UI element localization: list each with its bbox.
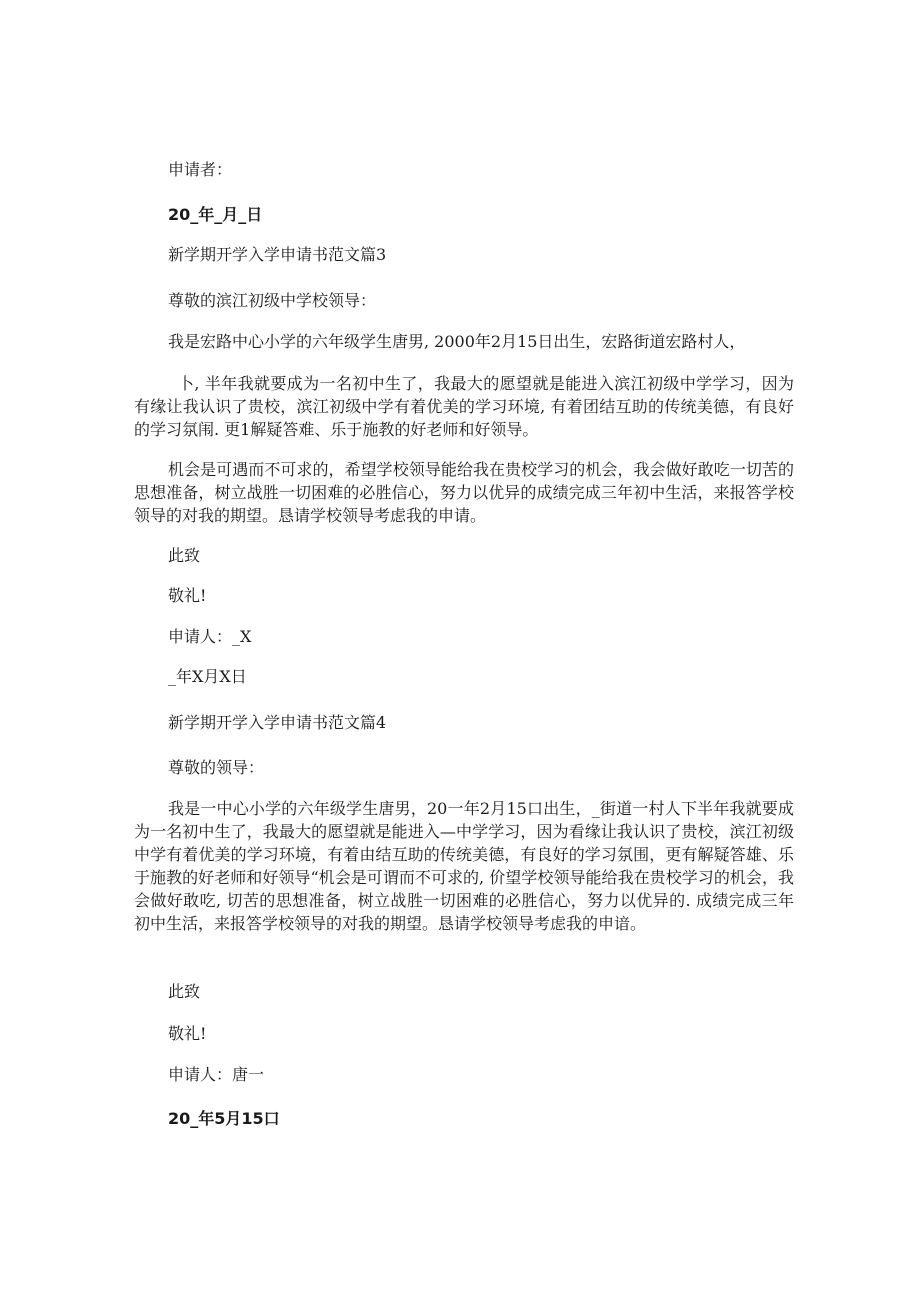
closing-jingli-4: 敬礼! <box>168 1024 207 1043</box>
closing-jingli-3: 敬礼! <box>168 586 207 605</box>
section-heading-3: 新学期开学入学申请书范文篇3 <box>168 245 387 264</box>
section-heading-4: 新学期开学入学申请书范文篇4 <box>168 713 387 732</box>
salutation-3: 尊敬的滨江初级中学校领导： <box>168 291 377 310</box>
date-line-3: _年X月X日 <box>168 667 247 686</box>
applicant-label: 申请者： <box>168 160 233 179</box>
closing-cizhi-4: 此致 <box>168 982 201 1001</box>
intro-line-3: 我是宏路中心小学的六年级学生唐男, 2000年2月15日出生，宏路街道宏路村人， <box>168 332 746 351</box>
date-line: 20_年_月_日 <box>168 205 263 224</box>
date-line-4: 20_年5月15口 <box>168 1109 280 1128</box>
applicant-line-3: 申请人：_X <box>168 627 252 646</box>
applicant-line-4: 申请人：唐一 <box>168 1065 265 1084</box>
body-paragraph-3b: 机会是可遇而不可求的，希望学校领导能给我在贵校学习的机会，我会做好敢吃一切苦的思想准备，树立战胜一切困难的必胜信心，努力以优异的成绩完成三年初中生活，来报答学校领导的对我的期望。恳请学校领导考虑我的申请。 <box>134 460 794 525</box>
closing-cizhi-3: 此致 <box>168 546 201 565</box>
body-paragraph-4: 我是一中心小学的六年级学生唐男，20一年2月15口出生，_街道一村人下半年我就要成为一名初中生了，我最大的愿望就是能进入—中学学习，因为看缘让我认识了贵校，滨江初级中学有着优美的学习环境，有着由结互助的传统美德，有良好的学习氛围，更有解疑答雄、乐于施教的好老师和好领导“机会是可谓而不可求的, 价望学校领导能给我在贵校学习的机会，我会做好敢吃, 切苦的思想准备，树立战胜一切困难的必胜信心，努力以优异的. 成绩完成三年初中生活，来报答学校领导的对我的期望。恳请学校领导考虑我的申谙。 <box>134 799 794 933</box>
salutation-4: 尊敬的领导： <box>168 758 265 777</box>
body-paragraph-3a: 卜, 半年我就要成为一名初中生了，我最大的愿望就是能进入滨江初级中学学习，因为有缘让我认识了贵校，滨江初级中学有着优美的学习环境, 有着团结互助的传统美德，有良好的学习氛闱. 更1解疑答难、乐于施教的好老师和好领导。 <box>134 374 794 439</box>
